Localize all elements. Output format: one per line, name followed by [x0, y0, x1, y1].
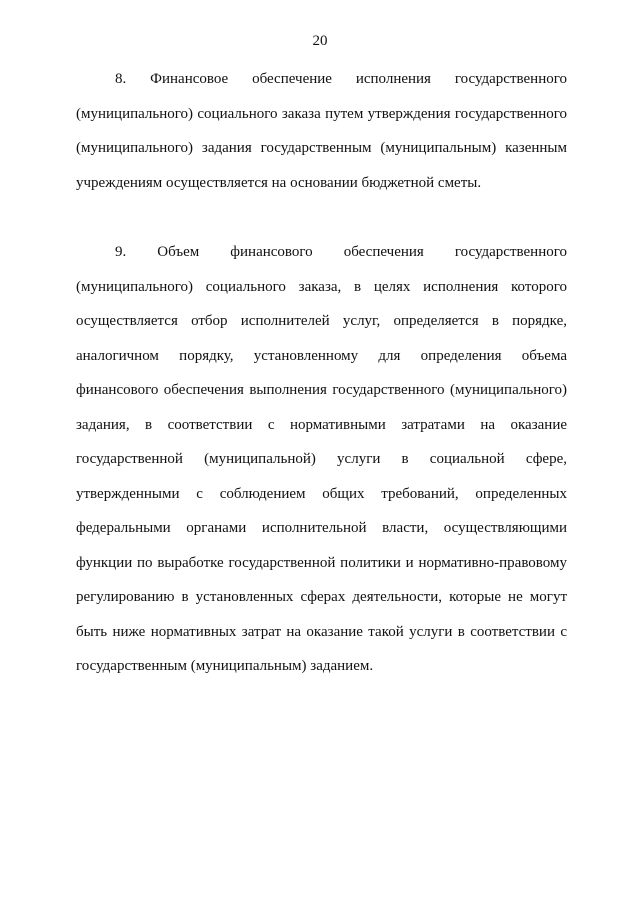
paragraph-9-container: [76, 235, 567, 684]
paragraph-9: 9. Объем финансового обеспечения государственного (муниципального) социального заказа, в целях исполнения которого осуществляется отбор исполнителей услуг, определяется в порядке, аналогичном порядку, установленному для определения объема финансового обеспечения выполнения государственного (муниципального) задания, в соответствии с нормативными затратами на оказание государственной (муниципальной) услуги в социальной сфере, утвержденными с соблюдением общих требований, определенных федеральными органами исполнительной власти, осуществляющими функции по выработке государственной политики и нормативно-правовому регулированию в установленных сферах деятельности, которые не могут быть ниже нормативных затрат на оказание такой услуги в соответствии с государственным (муниципальным) заданием.: [76, 244, 567, 674]
paragraph-8-container: [76, 62, 567, 200]
page-number: 20: [312, 33, 328, 49]
paragraph-8: 8. Финансовое обеспечение исполнения государственного (муниципального) социального заказа путем утверждения государственного (муниципального) задания государственным (муниципальным) казенным учреждениям осуществляется на основании бюджетной сметы.: [76, 71, 567, 191]
